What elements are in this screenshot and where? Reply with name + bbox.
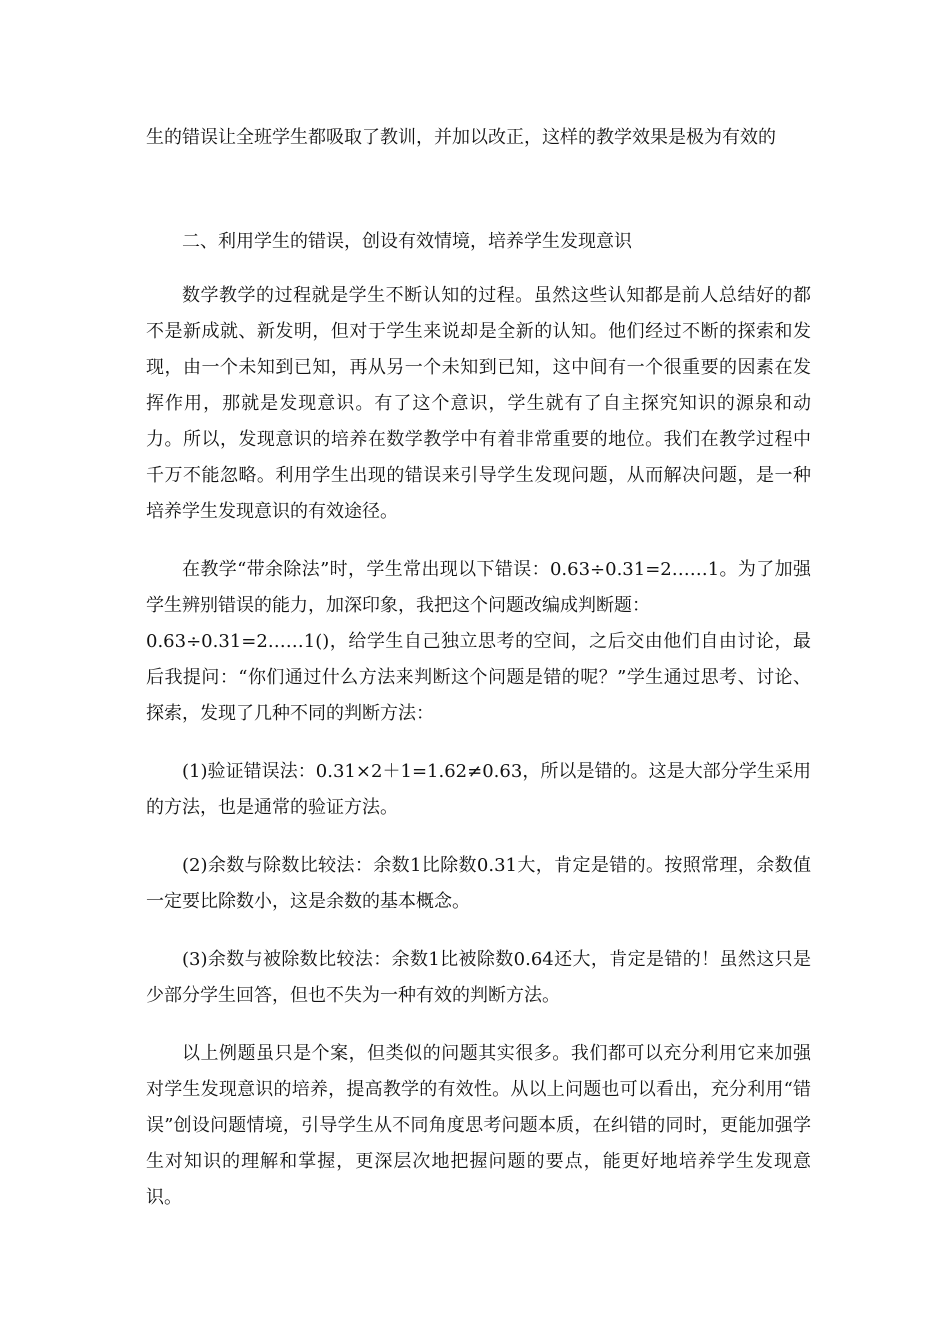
paragraph-example-question: 0.63÷0.31=2……1()，给学生自己独立思考的空间，之后交由他们自由讨论，最后我提问：“你们通过什么方法来判断这个问题是错的呢？”学生通过思考、讨论、探索，发现了几种不同的判断方法： [146, 631, 811, 724]
method-2-divisor-comparison: (2)余数与除数比较法：余数1比除数0.31大，肯定是错的。按照常理，余数值一定要比除数小，这是余数的基本概念。 [146, 855, 811, 912]
paragraph-example-intro: 在教学“带余除法”时，学生常出现以下错误：0.63÷0.31=2……1。为了加强学生辨别错误的能力，加深印象，我把这个问题改编成判断题： [146, 559, 811, 616]
opening-line: 生的错误让全班学生都吸取了教训，并加以改正，这样的教学效果是极为有效的 [146, 127, 776, 148]
section-heading: 二、利用学生的错误，创设有效情境，培养学生发现意识 [182, 231, 632, 252]
paragraph-discovery-awareness: 数学教学的过程就是学生不断认知的过程。虽然这些认知都是前人总结好的都不是新成就、新发明，但对于学生来说却是全新的认知。他们经过不断的探索和发现，由一个未知到已知，再从另一个未知到已知，这中间有一个很重要的因素在发挥作用，那就是发现意识。有了这个意识，学生就有了自主探究知识的源泉和动力。所以，发现意识的培养在数学教学中有着非常重要的地位。我们在教学过程中千万不能忽略。利用学生出现的错误来引导学生发现问题，从而解决问题，是一种培养学生发现意识的有效途径。 [146, 285, 811, 522]
paragraph-conclusion: 以上例题虽只是个案，但类似的问题其实很多。我们都可以充分利用它来加强对学生发现意识的培养，提高教学的有效性。从以上问题也可以看出，充分利用“错误”创设问题情境，引导学生从不同角度思考问题本质，在纠错的同时，更能加强学生对知识的理解和掌握，更深层次地把握问题的要点，能更好地培养学生发现意识。 [146, 1043, 811, 1208]
document-body [146, 120, 811, 1216]
method-1-verification: (1)验证错误法：0.31×2＋1=1.62≠0.63，所以是错的。这是大部分学生采用的方法，也是通常的验证方法。 [146, 761, 811, 818]
method-3-dividend-comparison: (3)余数与被除数比较法：余数1比被除数0.64还大，肯定是错的！虽然这只是少部分学生回答，但也不失为一种有效的判断方法。 [146, 949, 811, 1006]
